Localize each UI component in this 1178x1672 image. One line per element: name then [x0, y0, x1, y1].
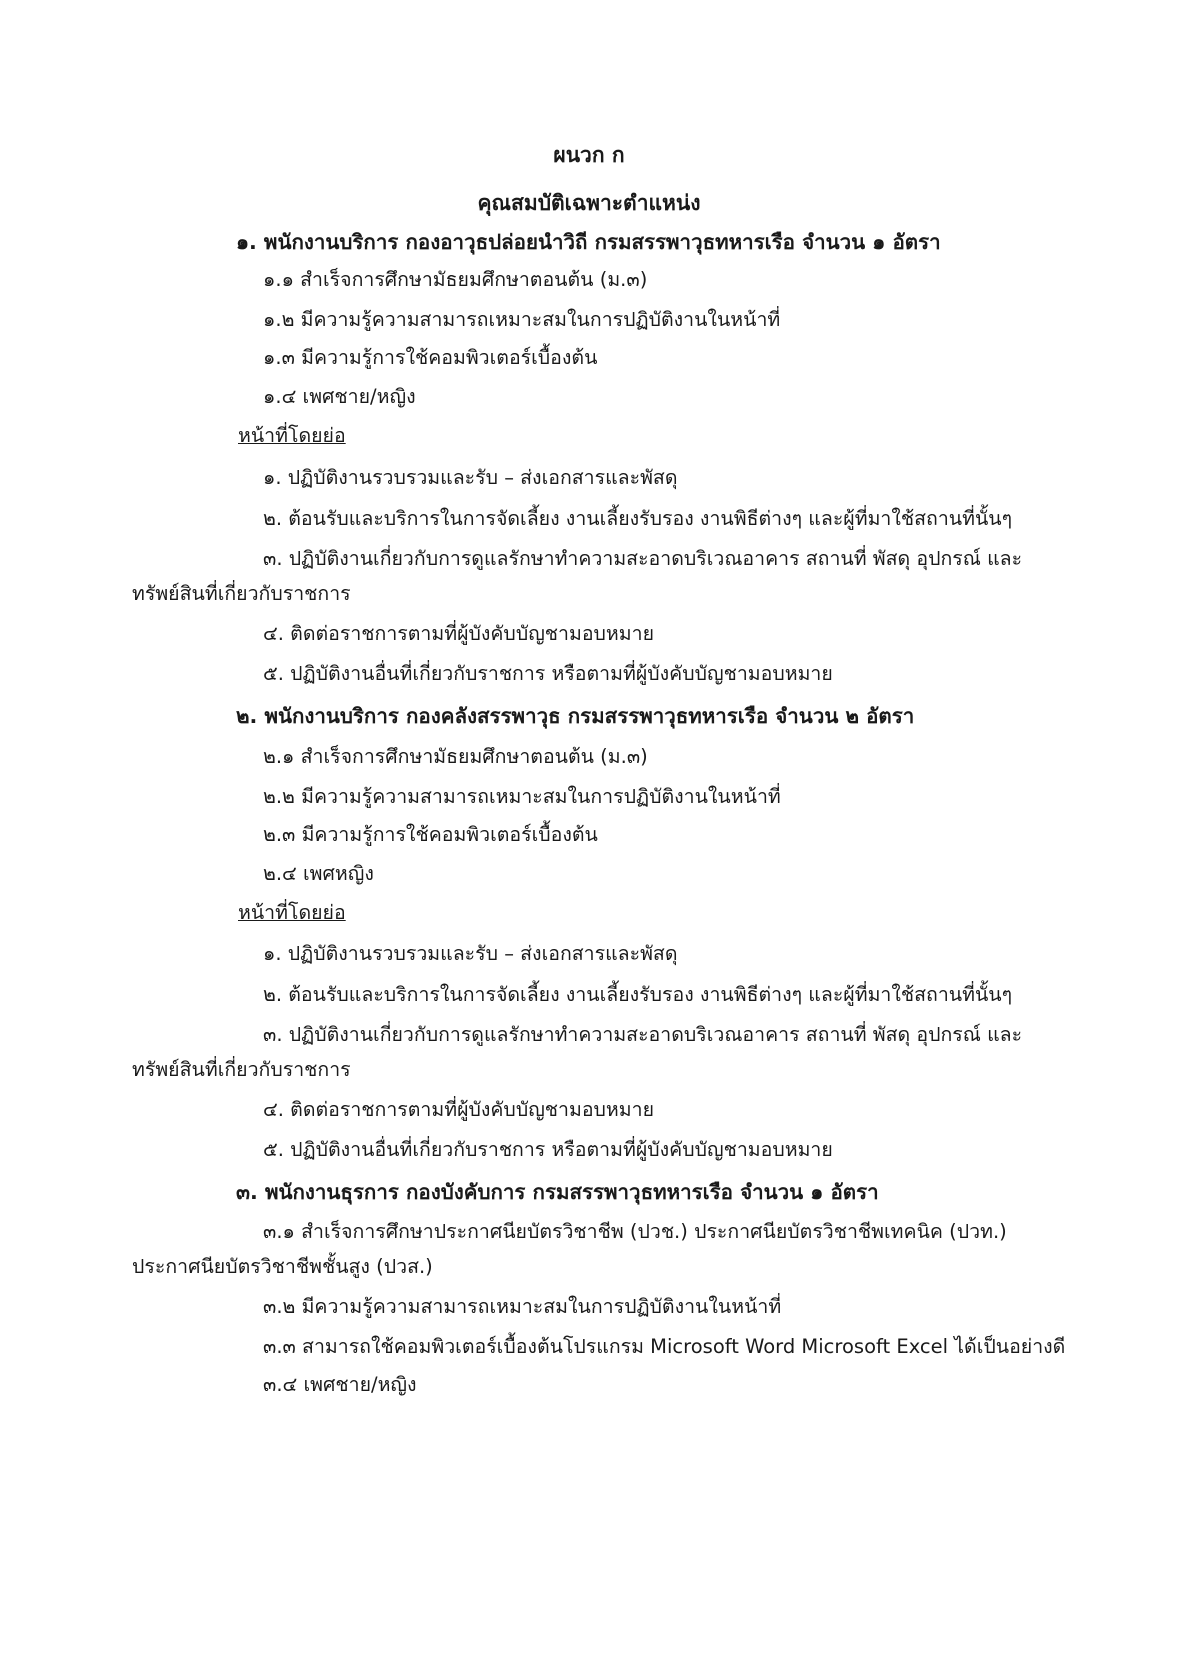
section-1-heading: ๑. พนักงานบริการ กองอาวุธปล่อยนำวิถี กรมสรรพาวุธทหารเรือ จำนวน ๑ อัตรา: [236, 230, 941, 254]
duty-item: ๒. ต้อนรับและบริการในการจัดเลี้ยง งานเลี้ยงรับรอง งานพิธีต่างๆ และผู้ที่มาใช้สถานที่นั้นๆ: [263, 983, 1013, 1006]
qualification-item: ๓.๔ เพศชาย/หญิง: [263, 1373, 417, 1396]
qualification-item: ๓.๒ มีความรู้ความสามารถเหมาะสมในการปฏิบัติงานในหน้าที่: [263, 1295, 782, 1318]
duty-item: ๑. ปฏิบัติงานรวบรวมและรับ – ส่งเอกสารและพัสดุ: [263, 942, 678, 965]
qualification-item: ๑.๓ มีความรู้การใช้คอมพิวเตอร์เบื้องต้น: [263, 346, 598, 369]
appendix-subtitle: คุณสมบัติเฉพาะตำแหน่ง: [477, 191, 701, 215]
qualification-item: ๒.๓ มีความรู้การใช้คอมพิวเตอร์เบื้องต้น: [263, 823, 598, 846]
duties-label: หน้าที่โดยย่อ: [238, 901, 346, 924]
duty-item: ๓. ปฏิบัติงานเกี่ยวกับการดูแลรักษาทำความสะอาดบริเวณอาคาร สถานที่ พัสดุ อุปกรณ์ และ: [263, 1023, 1023, 1046]
duties-label: หน้าที่โดยย่อ: [238, 424, 346, 447]
duty-item-continuation: ทรัพย์สินที่เกี่ยวกับราชการ: [132, 582, 351, 605]
qualification-item: ๑.๔ เพศชาย/หญิง: [263, 385, 416, 408]
section-3-heading: ๓. พนักงานธุรการ กองบังคับการ กรมสรรพาวุธทหารเรือ จำนวน ๑ อัตรา: [236, 1180, 879, 1204]
qualification-item-continuation: ประกาศนียบัตรวิชาชีพชั้นสูง (ปวส.): [132, 1255, 433, 1278]
qualification-item: ๓.๑ สำเร็จการศึกษาประกาศนียบัตรวิชาชีพ (ปวช.) ประกาศนียบัตรวิชาชีพเทคนิค (ปวท.): [263, 1220, 1007, 1243]
duty-item: ๔. ติดต่อราชการตามที่ผู้บังคับบัญชามอบหมาย: [263, 622, 655, 645]
qualification-item: ๓.๓ สามารถใช้คอมพิวเตอร์เบื้องต้นโปรแกรม Microsoft Word Microsoft Excel ได้เป็นอย่างดี: [263, 1335, 1066, 1358]
duty-item: ๓. ปฏิบัติงานเกี่ยวกับการดูแลรักษาทำความสะอาดบริเวณอาคาร สถานที่ พัสดุ อุปกรณ์ และ: [263, 547, 1023, 570]
duty-item: ๔. ติดต่อราชการตามที่ผู้บังคับบัญชามอบหมาย: [263, 1098, 655, 1121]
qualification-item: ๒.๑ สำเร็จการศึกษามัธยมศึกษาตอนต้น (ม.๓): [263, 745, 648, 768]
qualification-item: ๒.๔ เพศหญิง: [263, 862, 374, 885]
duty-item-continuation: ทรัพย์สินที่เกี่ยวกับราชการ: [132, 1058, 351, 1081]
duty-item: ๕. ปฏิบัติงานอื่นที่เกี่ยวกับราชการ หรือตามที่ผู้บังคับบัญชามอบหมาย: [263, 662, 833, 685]
section-2-heading: ๒. พนักงานบริการ กองคลังสรรพาวุธ กรมสรรพาวุธทหารเรือ จำนวน ๒ อัตรา: [236, 704, 915, 728]
duty-item: ๒. ต้อนรับและบริการในการจัดเลี้ยง งานเลี้ยงรับรอง งานพิธีต่างๆ และผู้ที่มาใช้สถานที่นั้นๆ: [263, 507, 1013, 530]
duty-item: ๑. ปฏิบัติงานรวบรวมและรับ – ส่งเอกสารและพัสดุ: [263, 466, 678, 489]
appendix-title: ผนวก ก: [553, 143, 625, 167]
qualification-item: ๑.๒ มีความรู้ความสามารถเหมาะสมในการปฏิบัติงานในหน้าที่: [263, 308, 781, 331]
duty-item: ๕. ปฏิบัติงานอื่นที่เกี่ยวกับราชการ หรือตามที่ผู้บังคับบัญชามอบหมาย: [263, 1138, 833, 1161]
qualification-item: ๑.๑ สำเร็จการศึกษามัธยมศึกษาตอนต้น (ม.๓): [263, 268, 648, 291]
qualification-item: ๒.๒ มีความรู้ความสามารถเหมาะสมในการปฏิบัติงานในหน้าที่: [263, 785, 781, 808]
